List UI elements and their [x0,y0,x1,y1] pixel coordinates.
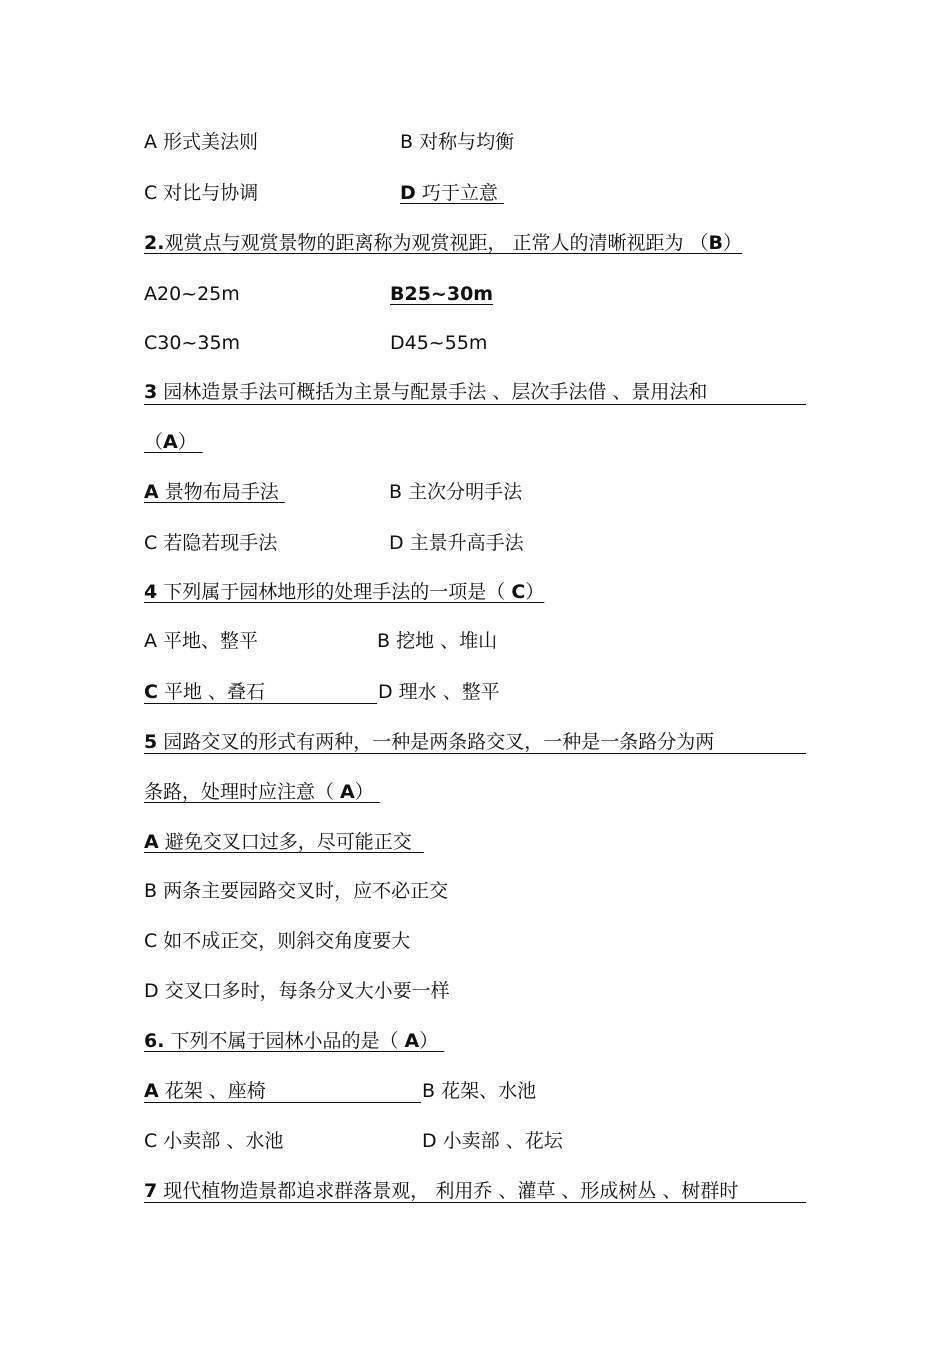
underline-option-a-q6 [144,1102,421,1103]
option-b-q6: B 花架、水池 [422,1080,537,1102]
option-c-q6: C 小卖部 、水池 [144,1130,284,1152]
underline-q3-line-1 [144,404,806,405]
option-a-q6-answer: A 花架 、座椅 [144,1080,266,1102]
option-d-q4: D 理水 、整平 [378,681,500,703]
option-d-q1-answer: D 巧于立意 [400,182,498,204]
underline-option-c-q4 [144,703,377,704]
option-a-q2: A20~25m [144,283,240,305]
option-a-q5-answer: A 避免交叉口过多，尽可能正交 [144,831,412,853]
option-a-q1: A 形式美法则 [144,131,259,153]
option-c-q2: C30~35m [144,332,241,354]
option-b-q2-answer: B25~30m [390,283,494,305]
underline-q7 [144,1202,806,1203]
underline-q5-line-1 [144,753,806,754]
option-c-q4-answer: C 平地 、叠石 [144,681,266,703]
question-5-line-2: 条路，处理时应注意（ A） [144,781,374,803]
option-c-q5: C 如不成正交，则斜交角度要大 [144,930,411,952]
option-d-q6: D 小卖部 、花坛 [422,1130,563,1152]
option-b-q4: B 挖地 、堆山 [377,630,498,652]
option-a-q3-answer: A 景物布局手法 [144,481,279,503]
option-c-q1: C 对比与协调 [144,182,259,204]
question-5-line-1: 5 园路交叉的形式有两种，一种是两条路交叉，一种是一条路分为两 [144,731,715,753]
option-c-q3: C 若隐若现手法 [144,532,278,554]
question-7: 7 现代植物造景都追求群落景观， 利用乔 、灌草 、形成树丛 、树群时 [144,1180,739,1202]
option-a-q4: A 平地、整平 [144,630,259,652]
question-2: 2.观赏点与观赏景物的距离称为观赏视距， 正常人的清晰视距为 （B） [144,232,743,254]
question-6: 6. 下列不属于园林小品的是（ A） [144,1030,439,1052]
question-3-line-1: 3 园林造景手法可概括为主景与配景手法 、层次手法借 、景用法和 [144,381,708,403]
question-3-line-2: （A） [144,431,197,453]
option-d-q2: D45~55m [390,332,488,354]
option-d-q3: D 主景升高手法 [389,532,524,554]
option-b-q3: B 主次分明手法 [389,481,523,503]
option-b-q5: B 两条主要园路交叉时，应不必正交 [144,880,449,902]
option-d-q5: D 交叉口多时，每条分叉大小要一样 [144,980,450,1002]
option-b-q1: B 对称与均衡 [400,131,515,153]
question-4: 4 下列属于园林地形的处理手法的一项是（ C） [144,581,545,603]
